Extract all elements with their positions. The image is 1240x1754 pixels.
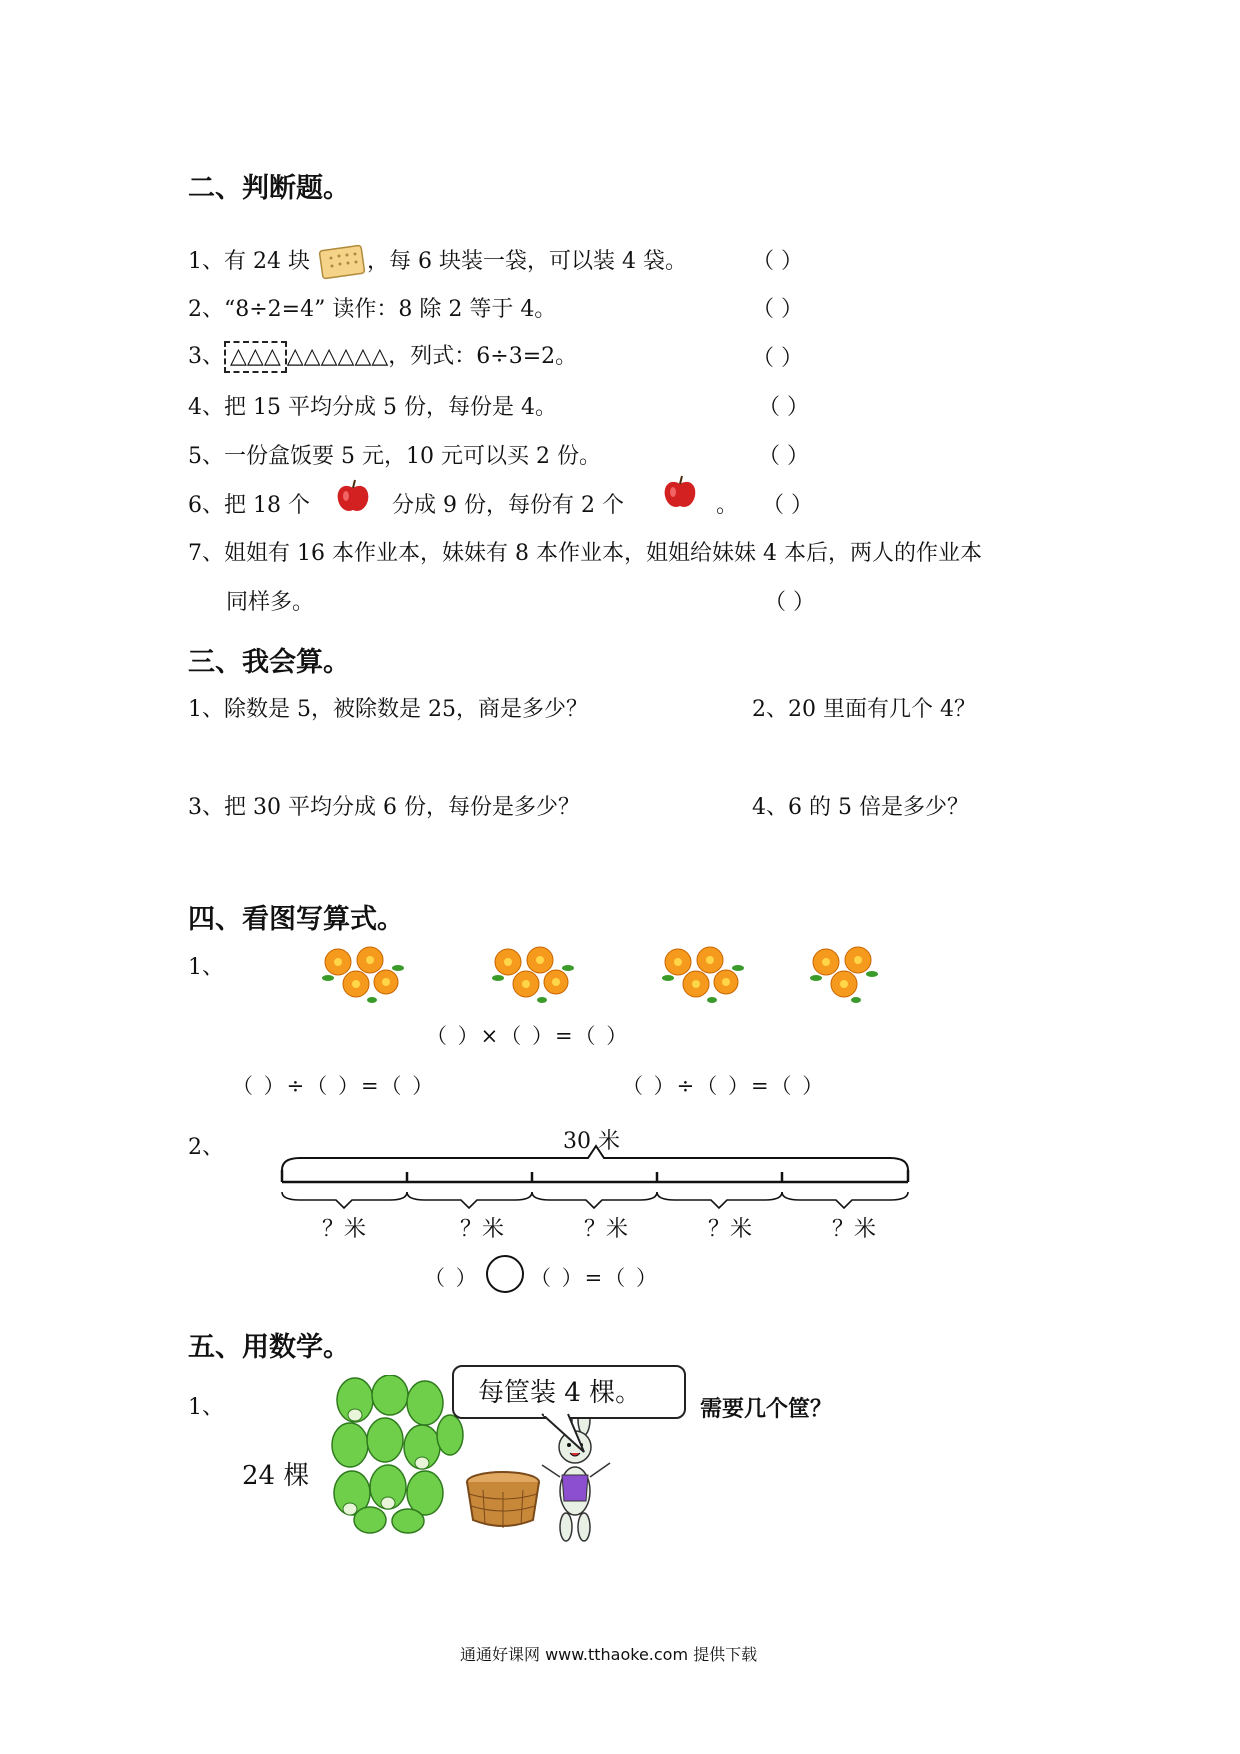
flower-group-icon: [490, 944, 580, 1006]
judge-item-5: 5、一份盒饭要 5 元，10 元可以买 2 份。: [188, 444, 601, 469]
apply-question: 需要几个筐？: [700, 1397, 833, 1422]
section3-title: 三、我会算。: [188, 647, 350, 678]
segment-diagram: [270, 1140, 930, 1220]
dashed-group-box: △△△: [224, 341, 287, 373]
apple-icon: [660, 472, 700, 512]
picture-q2-number: 2、: [188, 1135, 224, 1160]
judge-item-3: 3、 △△△ △△△△△△，列式：6÷3=2。: [188, 339, 577, 373]
divide-expression-1[interactable]: （ ）÷（ ）=（ ）: [232, 1074, 436, 1098]
segment-expression-left[interactable]: （ ）: [424, 1266, 479, 1290]
answer-paren-1[interactable]: （ ）: [752, 249, 803, 274]
segment-label-5: ？米: [832, 1217, 877, 1242]
calc-item-1: 1、除数是 5，被除数是 25，商是多少？: [188, 697, 588, 722]
answer-paren-4[interactable]: （ ）: [758, 395, 809, 420]
footer-source: 通通好课网 www.tthaoke.com 提供下载: [460, 1645, 758, 1664]
speech-bubble-text: 每筐装 4 棵。: [478, 1378, 642, 1408]
flower-group-icon: [320, 944, 410, 1006]
judge-item-6-end: 。: [716, 493, 739, 518]
judge-item-7-cont: 同样多。: [226, 590, 315, 615]
calc-item-2: 2、20 里面有几个 4？: [752, 697, 976, 722]
picture-q1-number: 1、: [188, 955, 224, 980]
segment-label-1: ？米: [322, 1217, 367, 1242]
answer-paren-3[interactable]: （ ）: [752, 346, 803, 371]
judge-item-6: 6、把 18 个: [188, 493, 310, 518]
answer-paren-7[interactable]: （ ）: [764, 590, 815, 615]
total-length-label: 30 米: [563, 1129, 620, 1154]
apply-q1-number: 1、: [188, 1395, 224, 1420]
flower-group-icon: [660, 944, 750, 1006]
apple-icon: [333, 476, 373, 516]
cabbage-count-label: 24 棵: [242, 1461, 310, 1491]
answer-paren-2[interactable]: （ ）: [752, 297, 803, 322]
calc-item-4: 4、6 的 5 倍是多少？: [752, 795, 969, 820]
section5-title: 五、用数学。: [188, 1332, 350, 1363]
judge-item-7: 7、姐姐有 16 本作业本，妹妹有 8 本作业本，姐姐给妹妹 4 本后，两人的作业本: [188, 541, 982, 566]
cracker-icon: [317, 242, 367, 282]
segment-label-2: ？米: [460, 1217, 505, 1242]
segment-label-3: ？米: [584, 1217, 629, 1242]
judge-item-1: 1、有 24 块 ，每 6 块装一袋，可以装 4 袋。: [188, 242, 687, 282]
answer-paren-6[interactable]: （ ）: [762, 493, 813, 518]
flower-group-icon: [808, 944, 888, 1006]
calc-item-3: 3、把 30 平均分成 6 份，每份是多少？: [188, 795, 580, 820]
section4-title: 四、看图写算式。: [188, 904, 404, 935]
judge-item-4: 4、把 15 平均分成 5 份，每份是 4。: [188, 395, 557, 420]
judge-item-2: 2、“8÷2=4” 读作：8 除 2 等于 4。: [188, 297, 557, 322]
divide-expression-2[interactable]: （ ）÷（ ）=（ ）: [622, 1074, 826, 1098]
speech-bubble-tail: [540, 1412, 590, 1456]
segment-expression-right[interactable]: （ ）=（ ）: [530, 1266, 659, 1290]
segment-label-4: ？米: [708, 1217, 753, 1242]
cabbage-pile-icon: [330, 1375, 465, 1535]
answer-paren-5[interactable]: （ ）: [758, 444, 809, 469]
operator-circle[interactable]: [486, 1255, 524, 1293]
multiply-expression[interactable]: （ ）×（ ）=（ ）: [426, 1024, 630, 1048]
judge-item-6-middle: 分成 9 份，每份有 2 个: [392, 493, 624, 518]
section2-title: 二、判断题。: [188, 173, 350, 204]
